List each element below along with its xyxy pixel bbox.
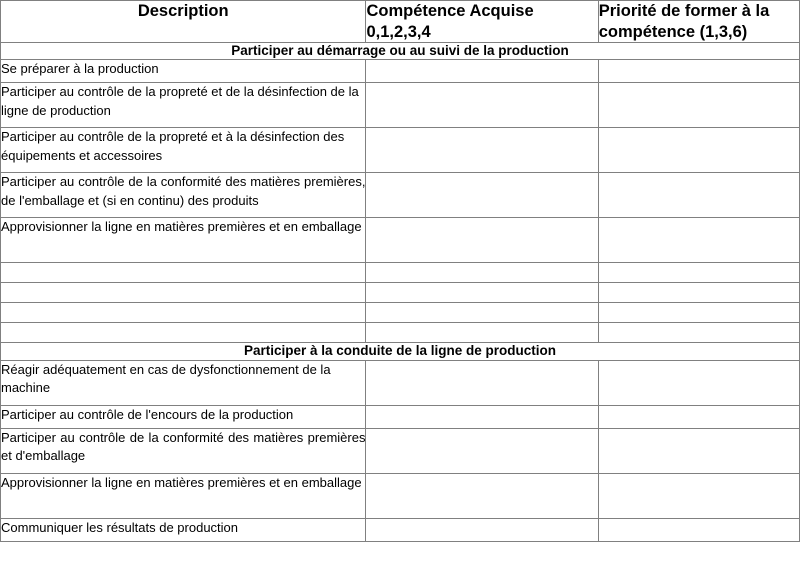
table-row [1, 473, 800, 518]
header-priorite-line1: Priorité de former à la [598, 2, 770, 20]
row-priorite-cell[interactable] [598, 263, 799, 283]
row-description: Participer au contrôle de la conformité des matières premières, de l'emballage et (si en continu) des produits [1, 173, 366, 218]
row-competence-cell[interactable] [366, 218, 598, 263]
row-competence-cell[interactable] [366, 83, 598, 128]
table-row [1, 218, 800, 263]
row-description [1, 283, 366, 303]
table-row [1, 518, 800, 541]
row-description: Approvisionner la ligne en matières premières et en emballage [1, 473, 366, 518]
table-row [1, 360, 800, 405]
header-competence-acquise [366, 1, 598, 43]
table-row [1, 428, 800, 473]
header-competence-line2: 0,1,2,3,4 [366, 22, 431, 41]
row-competence-cell[interactable] [366, 128, 598, 173]
row-priorite-cell[interactable] [598, 360, 799, 405]
section-title: Participer à la conduite de la ligne de production [1, 343, 800, 360]
header-priorite-line2: compétence (1,3,6) [598, 22, 748, 41]
row-description: Approvisionner la ligne en matières premières et en emballage [1, 218, 366, 263]
row-competence-cell[interactable] [366, 405, 598, 428]
row-competence-cell[interactable] [366, 473, 598, 518]
section-header-row [1, 343, 800, 360]
row-description: Participer au contrôle de la conformité des matières premières et d'emballage [1, 428, 366, 473]
row-priorite-cell[interactable] [598, 405, 799, 428]
row-priorite-cell[interactable] [598, 128, 799, 173]
row-competence-cell[interactable] [366, 263, 598, 283]
row-description [1, 323, 366, 343]
row-description: Participer au contrôle de l'encours de la production [1, 405, 366, 428]
row-description: Communiquer les résultats de production [1, 518, 366, 541]
row-description: Réagir adéquatement en cas de dysfonctionnement de la machine [1, 360, 366, 405]
row-description: Se préparer à la production [1, 60, 366, 83]
header-description: Description [1, 1, 366, 43]
row-priorite-cell[interactable] [598, 283, 799, 303]
row-priorite-cell[interactable] [598, 323, 799, 343]
table-row [1, 323, 800, 343]
table-row [1, 303, 800, 323]
section-header-row [1, 43, 800, 60]
section-title: Participer au démarrage ou au suivi de la production [1, 43, 800, 60]
row-competence-cell[interactable] [366, 303, 598, 323]
row-description [1, 263, 366, 283]
row-competence-cell[interactable] [366, 173, 598, 218]
row-competence-cell[interactable] [366, 323, 598, 343]
row-priorite-cell[interactable] [598, 303, 799, 323]
table-row [1, 60, 800, 83]
row-priorite-cell[interactable] [598, 83, 799, 128]
table-header [1, 1, 800, 43]
table-body [1, 43, 800, 541]
row-competence-cell[interactable] [366, 360, 598, 405]
row-priorite-cell[interactable] [598, 60, 799, 83]
row-competence-cell[interactable] [366, 60, 598, 83]
row-competence-cell[interactable] [366, 518, 598, 541]
table-row [1, 283, 800, 303]
header-priorite [598, 1, 799, 43]
table-row [1, 263, 800, 283]
header-row [1, 1, 800, 43]
table-row [1, 128, 800, 173]
header-competence-line1: Compétence Acquise [366, 2, 534, 20]
row-competence-cell[interactable] [366, 283, 598, 303]
row-priorite-cell[interactable] [598, 428, 799, 473]
row-description: Participer au contrôle de la propreté et de la désinfection de la ligne de production [1, 83, 366, 128]
table-row [1, 405, 800, 428]
table-row [1, 83, 800, 128]
row-priorite-cell[interactable] [598, 173, 799, 218]
row-description: Participer au contrôle de la propreté et à la désinfection des équipements et accessoires [1, 128, 366, 173]
row-competence-cell[interactable] [366, 428, 598, 473]
row-priorite-cell[interactable] [598, 218, 799, 263]
row-priorite-cell[interactable] [598, 473, 799, 518]
row-description [1, 303, 366, 323]
table-row [1, 173, 800, 218]
row-priorite-cell[interactable] [598, 518, 799, 541]
